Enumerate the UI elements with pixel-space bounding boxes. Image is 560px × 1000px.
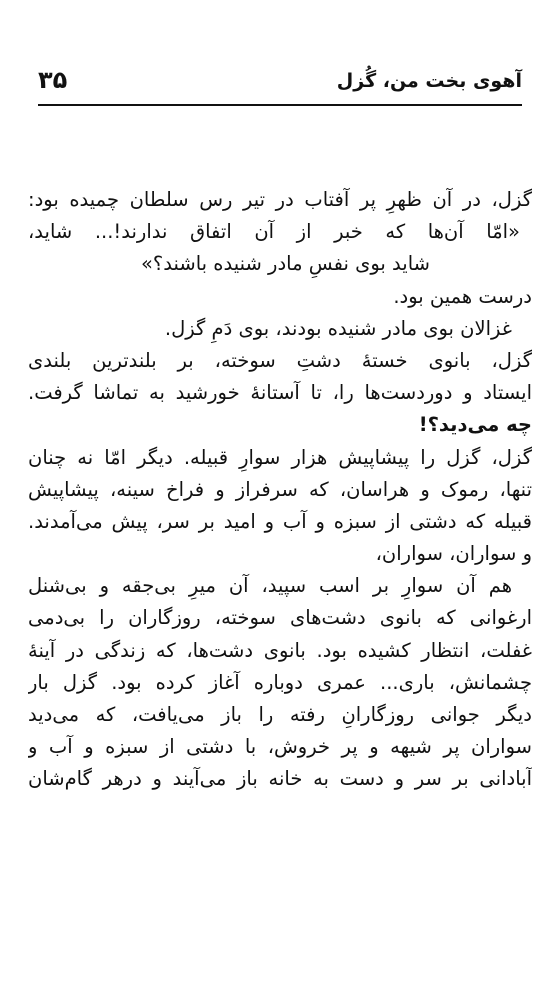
- text-line: گزل، بانوی خستهٔ دشتِ سوخته، بر بلندترین بلندی: [28, 348, 532, 372]
- text-line: غفلت، انتظار کشیده بود. بانوی دشت‌ها، که زندگی در آینهٔ: [28, 638, 532, 662]
- text-line: گزل، در آن ظهرِ پر آفتاب در تیر رس سلطان چمیده بود:: [28, 188, 532, 211]
- text-line: «امّا آن‌ها که خبر از آن اتفاق ندارند!... شاید،: [28, 220, 520, 244]
- text-line: شاید بوی نفسِ مادر شنیده باشند؟»: [140, 252, 430, 276]
- page-number: ۳۵: [38, 66, 68, 94]
- text-line: درست همین بود.: [393, 284, 532, 308]
- text-line: ارغوانی که بانوی دشت‌های سوخته، روزگاران را بی‌دمی: [28, 606, 532, 630]
- running-header: [38, 64, 522, 106]
- text-line: و سواران، سواران،: [375, 542, 532, 566]
- text-line: تنها، رموک و هراسان، که سرفراز و فراخ سینه، پیشاپیش: [28, 477, 532, 501]
- body-text: [28, 184, 532, 796]
- text-line: چشمانش، باری... عمری دوباره آغاز کرده بود. گزل بار: [28, 670, 532, 694]
- text-line: آبادانی بر سر و دست به خانه باز می‌آیند و درهر گام‌شان: [28, 767, 532, 791]
- text-line: دیگر جوانی روزگارانِ رفته را باز می‌یافت، که می‌دید: [28, 703, 532, 726]
- text-line: قبیله که دشتی از سبزه و آب و امید بر سر، پیش می‌آمدند.: [28, 509, 532, 533]
- text-line: ایستاد و دوردست‌ها را، تا آستانهٔ خورشید به تماشا گرفت.: [28, 381, 532, 405]
- text-line: سواران پر شیهه و پر خروش، با دشتی از سبزه و آب و: [28, 735, 532, 759]
- running-title: آهوی بخت من، گُزل: [336, 70, 522, 92]
- text-line: گزل، گزل را پیشاپیش هزار سوارِ قبیله. دیگر امّا نه چنان: [28, 445, 532, 469]
- text-line: غزالان بوی مادر شنیده بودند، بوی دَمِ گزل.: [164, 316, 512, 340]
- text-line: چه می‌دید؟!: [418, 413, 532, 437]
- text-line: هم آن سوارِ بر اسب سپید، آن میرِ بی‌جقه و بی‌شنل: [28, 574, 512, 598]
